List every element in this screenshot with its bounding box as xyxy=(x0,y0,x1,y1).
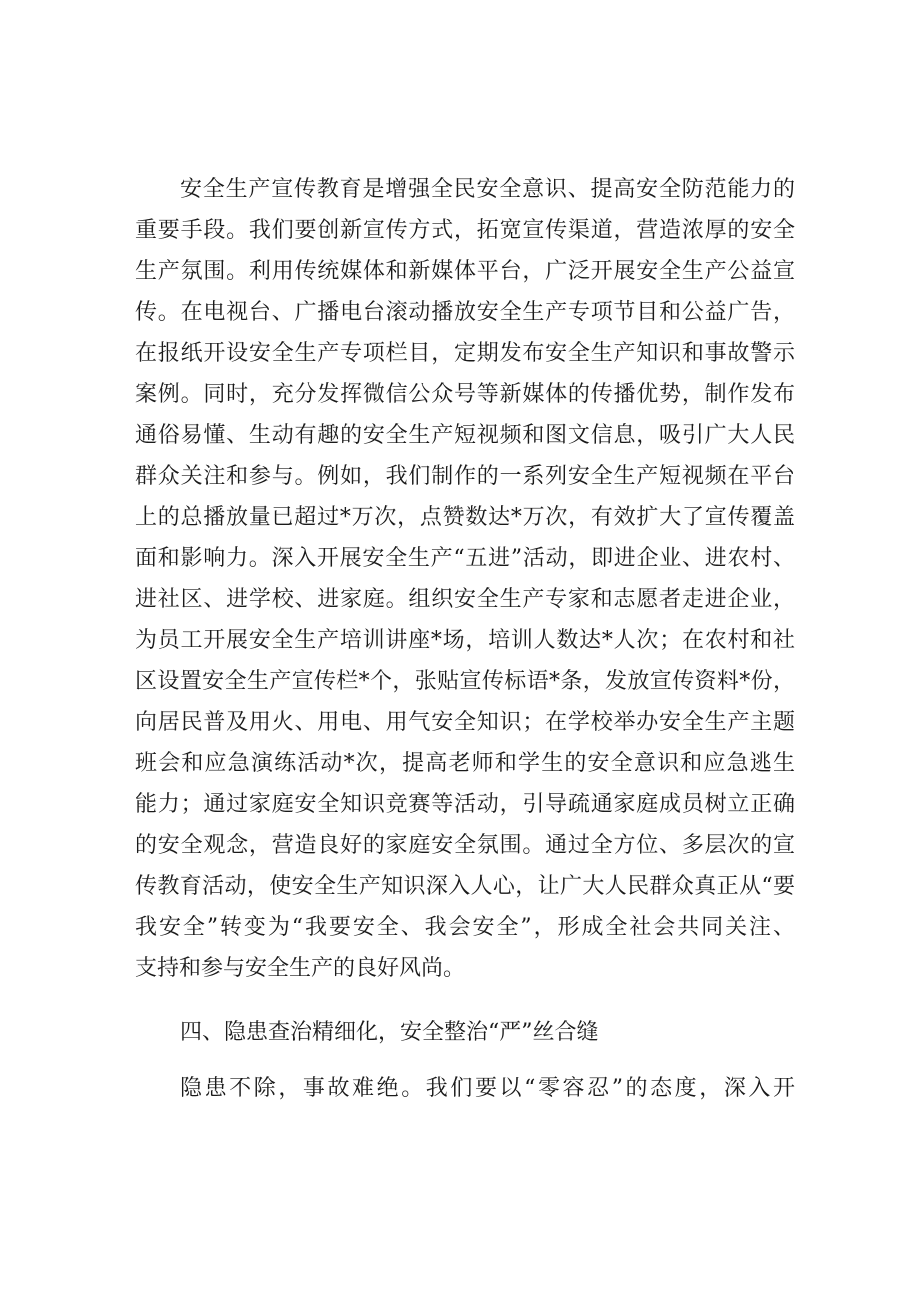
paragraph-line: 重要手段。我们要创新宣传方式，拓宽宣传渠道，营造浓厚的安全 xyxy=(135,218,795,243)
paragraph-line: 隐患不除，事故难绝。我们要以“零容忍”的态度，深入开 xyxy=(180,1076,795,1101)
section-heading: 四、隐患查治精细化，安全整治“严”丝合缝 xyxy=(180,1020,599,1045)
paragraph-line: 传教育活动，使安全生产知识深入人心，让广大人民群众真正从“要 xyxy=(135,874,795,899)
paragraph-line: 群众关注和参与。例如，我们制作的一系列安全生产短视频在平台 xyxy=(135,464,795,489)
paragraph-line: 进社区、进学校、进家庭。组织安全生产专家和志愿者走进企业， xyxy=(135,587,795,612)
paragraph-line: 传。在电视台、广播电台滚动播放安全生产专项节目和公益广告， xyxy=(135,300,795,325)
paragraph-line: 支持和参与安全生产的良好风尚。 xyxy=(135,956,466,981)
paragraph-line: 上的总播放量已超过*万次，点赞数达*万次，有效扩大了宣传覆盖 xyxy=(135,505,795,530)
paragraph-line: 面和影响力。深入开展安全生产“五进”活动，即进企业、进农村、 xyxy=(135,546,795,571)
paragraph-line: 的安全观念，营造良好的家庭安全氛围。通过全方位、多层次的宣 xyxy=(135,833,795,858)
paragraph-line: 向居民普及用火、用电、用气安全知识；在学校举办安全生产主题 xyxy=(135,710,795,735)
paragraph-line: 案例。同时，充分发挥微信公众号等新媒体的传播优势，制作发布 xyxy=(135,382,795,407)
paragraph-line: 区设置安全生产宣传栏*个，张贴宣传标语*条，发放宣传资料*份， xyxy=(135,669,795,694)
paragraph-line: 我安全”转变为“我要安全、我会安全”，形成全社会共同关注、 xyxy=(135,915,795,940)
paragraph-line: 能力；通过家庭安全知识竞赛等活动，引导疏通家庭成员树立正确 xyxy=(135,792,795,817)
paragraph-line: 在报纸开设安全生产专项栏目，定期发布安全生产知识和事故警示 xyxy=(135,341,795,366)
paragraph-line: 生产氛围。利用传统媒体和新媒体平台，广泛开展安全生产公益宣 xyxy=(135,259,795,284)
paragraph-line: 通俗易懂、生动有趣的安全生产短视频和图文信息，吸引广大人民 xyxy=(135,423,795,448)
paragraph-line: 班会和应急演练活动*次，提高老师和学生的安全意识和应急逃生 xyxy=(135,751,795,776)
paragraph-line: 为员工开展安全生产培训讲座*场，培训人数达*人次；在农村和社 xyxy=(135,628,795,653)
paragraph-line: 安全生产宣传教育是增强全民安全意识、提高安全防范能力的 xyxy=(180,177,795,202)
